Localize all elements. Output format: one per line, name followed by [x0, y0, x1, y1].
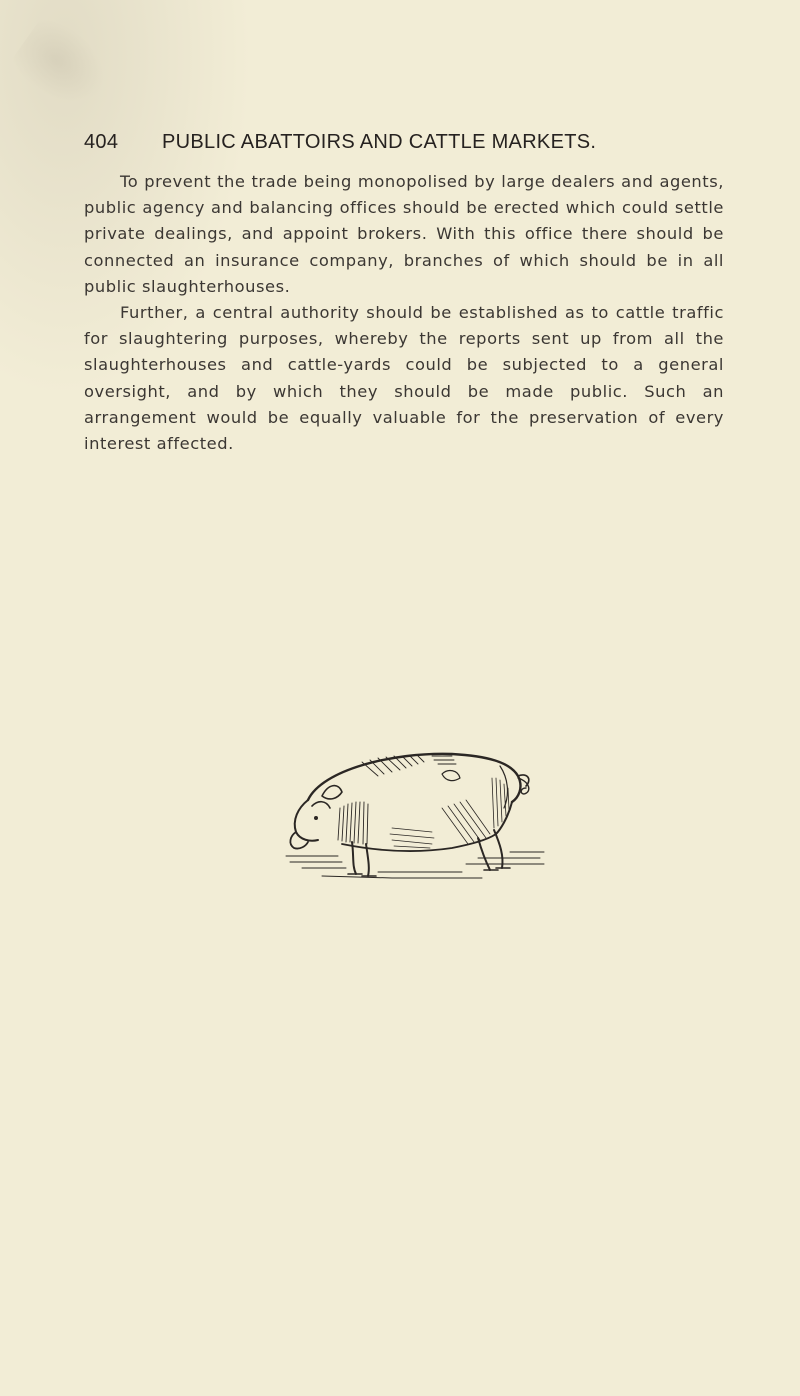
pig-engraving-illustration — [282, 748, 546, 880]
paragraph: Further, a central authority should be established as to cattle traffic for slaughtering purposes, whereby the reports sent up from all the slaughterhouses and cattle-yards could be subjected to a general oversight, and by which they should be made public. Such an arrangement would be equally valuable for the preservation of every interest affected. — [84, 303, 724, 454]
running-head — [84, 131, 724, 159]
running-title: PUBLIC ABATTOIRS AND CATTLE MARKETS. — [162, 131, 597, 153]
body-text — [84, 169, 724, 457]
paragraph: To prevent the trade being monopolised by large dealers and agents, public agency and balancing offices should be erected which could settle private dealings, and appoint brokers. With this office there should be connected an insurance company, branches of which should be in all public slaughterhouses. — [84, 172, 724, 296]
page-stain — [6, 11, 120, 120]
page-number: 404 — [84, 131, 119, 153]
